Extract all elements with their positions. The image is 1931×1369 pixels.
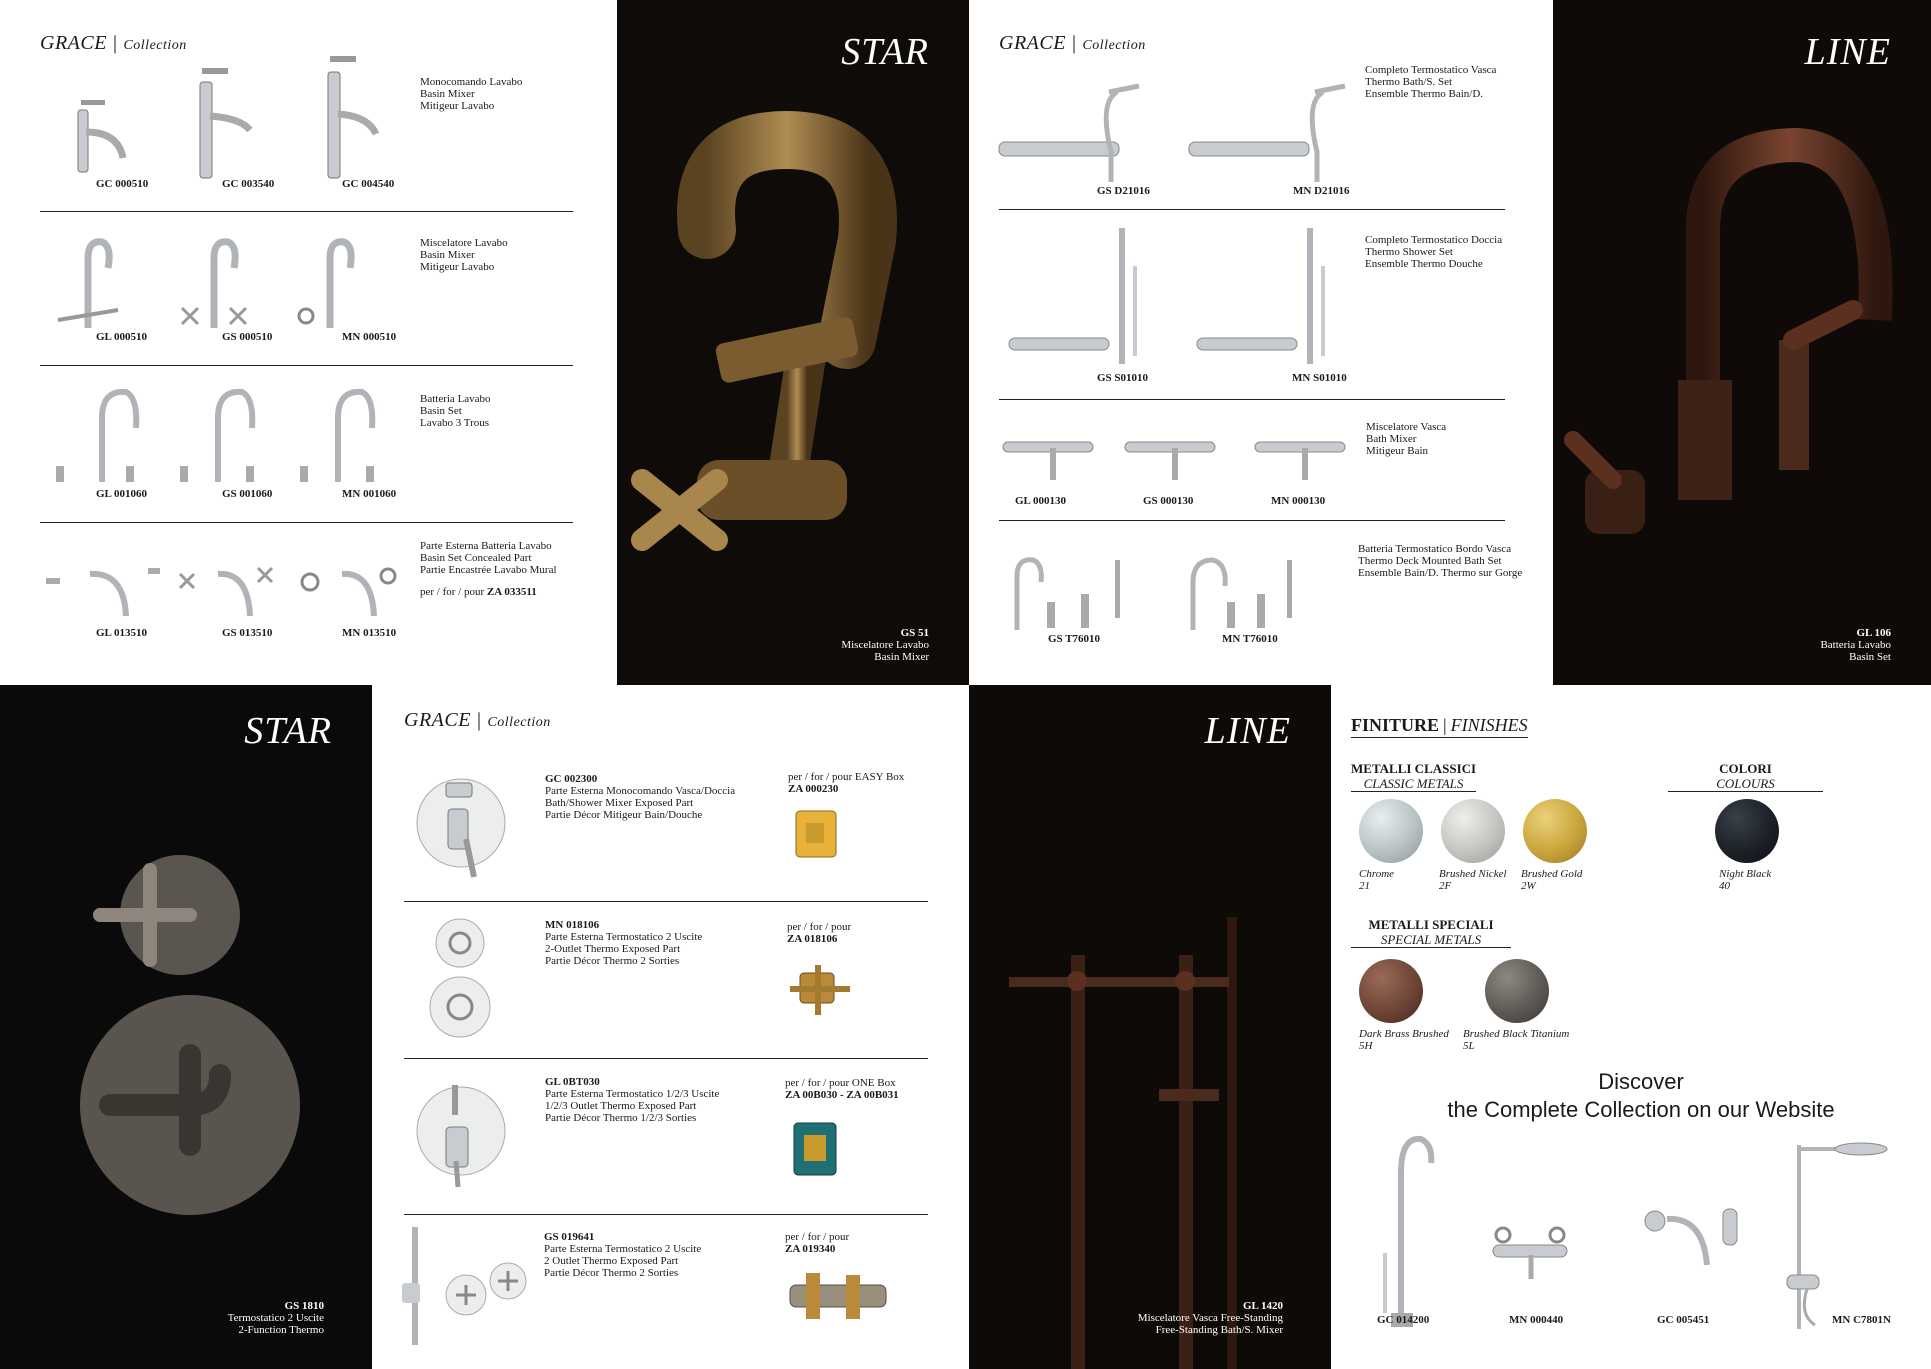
brushed-nickel-swatch	[1441, 799, 1505, 863]
product-image-mn001060	[298, 388, 388, 484]
swatch-label: Night Black 40	[1719, 868, 1772, 892]
product-description: Monocomando Lavabo Basin Mixer Mitigeur Lavabo	[420, 76, 523, 112]
product-code: GC 014200	[1377, 1314, 1430, 1326]
product-caption: GS 1810 Termostatico 2 Uscite 2-Function Thermo	[227, 1300, 324, 1336]
brushed-black-titanium-swatch	[1485, 959, 1549, 1023]
box-image-za019340	[784, 1269, 894, 1323]
product-image-gl013510	[44, 566, 164, 626]
star-basin-page	[617, 0, 969, 685]
product-code: GL 013510	[96, 627, 148, 639]
product-caption: GS 51 Miscelatore Lavabo Basin Mixer	[841, 627, 929, 663]
product-image-mn013510	[298, 566, 398, 626]
product-code: GS 001060	[222, 488, 273, 500]
product-code: MN 000440	[1509, 1314, 1564, 1326]
swatch-label: Brushed Gold 2W	[1521, 868, 1583, 892]
product-image-gs001060	[178, 388, 268, 484]
product-image-mns01010	[1197, 226, 1337, 366]
product-image-mn000440	[1491, 1225, 1571, 1285]
product-caption: GL 106 Batteria Lavabo Basin Set	[1820, 627, 1891, 663]
product-image-gc004540	[318, 56, 388, 180]
product-description: GL 0BT030 Parte Esterna Termostatico 1/2/3 Uscite 1/2/3 Outlet Thermo Exposed Part Partie Décor Thermo 1/2/3 Sorties	[545, 1076, 720, 1124]
product-image-gsd21016	[999, 82, 1139, 182]
swatch-label: Chrome 21	[1359, 868, 1395, 892]
divider	[40, 522, 573, 523]
product-code: GC 000510	[96, 178, 149, 190]
product-description: Completo Termostatico Vasca Thermo Bath/S. Set Ensemble Thermo Bain/D.	[1365, 64, 1497, 100]
product-code: MN C7801N	[1832, 1314, 1891, 1326]
divider	[404, 1058, 928, 1059]
product-code: GL 000510	[96, 331, 148, 343]
product-code: MN T76010	[1222, 633, 1278, 645]
product-code: GL 000130	[1015, 495, 1067, 507]
for-box-note: per / for / pour EASY Box ZA 000230	[788, 771, 905, 795]
product-image-gc000510	[68, 100, 138, 180]
divider	[404, 1214, 928, 1215]
product-code: MN 000130	[1271, 495, 1326, 507]
divider	[404, 901, 928, 902]
product-code: MN 001060	[342, 488, 397, 500]
finishes-title: FINITURE | FINISHES	[1351, 715, 1528, 738]
product-image-mnt76010	[1173, 556, 1303, 632]
product-image-gc014200	[1371, 1133, 1441, 1329]
chrome-swatch	[1359, 799, 1423, 863]
swatch-label: Dark Brass Brushed 5H	[1359, 1028, 1449, 1052]
product-code: GS 000510	[222, 331, 273, 343]
product-image-gs000130	[1125, 428, 1225, 488]
product-image-gs013510	[178, 566, 278, 626]
classic-metals-heading: METALLI CLASSICI CLASSIC METALS	[1351, 761, 1477, 791]
product-description: Batteria Lavabo Basin Set Lavabo 3 Trous	[420, 393, 491, 429]
divider	[999, 520, 1505, 521]
swatch-label: Brushed Black Titanium 5L	[1463, 1028, 1570, 1052]
page-title: LINE	[1804, 31, 1891, 73]
for-box-note: per / for / pour ONE Box ZA 00B030 - ZA 00B031	[785, 1077, 899, 1101]
product-code: MN 000510	[342, 331, 397, 343]
copper-basin-set-image	[1553, 140, 1931, 540]
product-image-gss01010	[1009, 226, 1149, 366]
divider	[40, 365, 573, 366]
product-description: MN 018106 Parte Esterna Termostatico 2 Uscite 2-Outlet Thermo Exposed Part Partie Décor Thermo 2 Sorties	[545, 919, 703, 967]
product-code: GS D21016	[1097, 185, 1150, 197]
grace-concealed-page	[372, 685, 969, 1369]
page-title: LINE	[1204, 710, 1291, 752]
product-image-mn018106	[424, 917, 504, 1039]
colours-heading: COLORI COLOURS	[1668, 761, 1823, 792]
product-image-mnc7801n	[1779, 1139, 1889, 1331]
brand-title: GRACE | Collection	[40, 32, 187, 54]
product-image-gl0bt030	[416, 1075, 516, 1191]
titanium-thermostat-image	[80, 855, 300, 1195]
product-description: GC 002300 Parte Esterna Monocomando Vasca/Doccia Bath/Shower Mixer Exposed Part Partie Décor Mitigeur Bain/Douche	[545, 773, 736, 821]
divider	[40, 211, 573, 212]
page-title: STAR	[244, 710, 332, 752]
line-basin-page	[1553, 0, 1931, 685]
product-description: GS 019641 Parte Esterna Termostatico 2 Uscite 2 Outlet Thermo Exposed Part Partie Décor Thermo 2 Sorties	[544, 1231, 702, 1279]
product-description: Miscelatore Lavabo Basin Mixer Mitigeur Lavabo	[420, 237, 508, 273]
product-image-gc005451	[1643, 1205, 1743, 1277]
box-image-za000230	[792, 805, 842, 861]
brushed-gold-swatch	[1523, 799, 1587, 863]
swatch-label: Brushed Nickel 2F	[1439, 868, 1507, 892]
bronze-basin-mixer-image	[637, 120, 957, 550]
product-code: GL 001060	[96, 488, 148, 500]
product-code: MN D21016	[1293, 185, 1350, 197]
product-code: GS 013510	[222, 627, 273, 639]
night-black-swatch	[1715, 799, 1779, 863]
dark-brass-brushed-swatch	[1359, 959, 1423, 1023]
grace-basin-page	[0, 0, 617, 685]
product-image-mn000510	[296, 238, 366, 330]
product-code: MN 013510	[342, 627, 397, 639]
for-box-note: per / for / pour ZA 019340	[785, 1231, 850, 1255]
line-bath-page	[969, 685, 1331, 1369]
page-title: STAR	[841, 31, 929, 73]
grace-bath-page	[969, 0, 1553, 685]
divider	[999, 209, 1505, 210]
product-code: GC 004540	[342, 178, 395, 190]
product-image-gst76010	[1003, 556, 1133, 632]
product-image-gl000510	[58, 238, 128, 330]
product-code: GC 003540	[222, 178, 275, 190]
product-code: GS T76010	[1048, 633, 1101, 645]
divider	[999, 399, 1505, 400]
box-image-za018106	[788, 963, 852, 1017]
product-image-gl001060	[46, 388, 136, 484]
product-description: Parte Esterna Batteria Lavabo Basin Set Concealed Part Partie Encastrée Lavabo Mural per / for / pour ZA 033511	[420, 540, 557, 598]
product-code: GC 005451	[1657, 1314, 1710, 1326]
product-description: Miscelatore Vasca Bath Mixer Mitigeur Bain	[1366, 421, 1447, 457]
finishes-page	[1331, 685, 1931, 1369]
product-code: GS S01010	[1097, 372, 1149, 384]
product-image-gc003540	[190, 68, 260, 180]
special-metals-heading: METALLI SPECIALI SPECIAL METALS	[1351, 917, 1511, 948]
star-thermo-page	[0, 685, 372, 1369]
product-image-gc002300	[416, 769, 516, 879]
product-description: Batteria Termostatico Bordo Vasca Thermo Deck Mounted Bath Set Ensemble Bain/D. Thermo sur Gorge	[1358, 543, 1523, 579]
product-image-mn000130	[1255, 428, 1355, 488]
brand-title: GRACE | Collection	[404, 709, 551, 731]
product-code: MN S01010	[1292, 372, 1347, 384]
product-image-gs000510	[180, 238, 250, 330]
product-image-mnd21016	[1189, 82, 1349, 182]
product-description: Completo Termostatico Doccia Thermo Shower Set Ensemble Thermo Douche	[1365, 234, 1503, 270]
box-image-za00b030	[790, 1119, 842, 1181]
product-caption: GL 1420 Miscelatore Vasca Free-Standing Free-Standing Bath/S. Mixer	[1137, 1300, 1283, 1336]
product-image-gs019641	[402, 1225, 532, 1349]
product-code: GS 000130	[1143, 495, 1194, 507]
discover-message: Discover the Complete Collection on our Website	[1447, 1069, 1835, 1122]
for-box-note: per / for / pour ZA 018106	[787, 921, 852, 945]
brand-title: GRACE | Collection	[999, 32, 1146, 54]
product-image-gl000130	[1003, 428, 1103, 488]
